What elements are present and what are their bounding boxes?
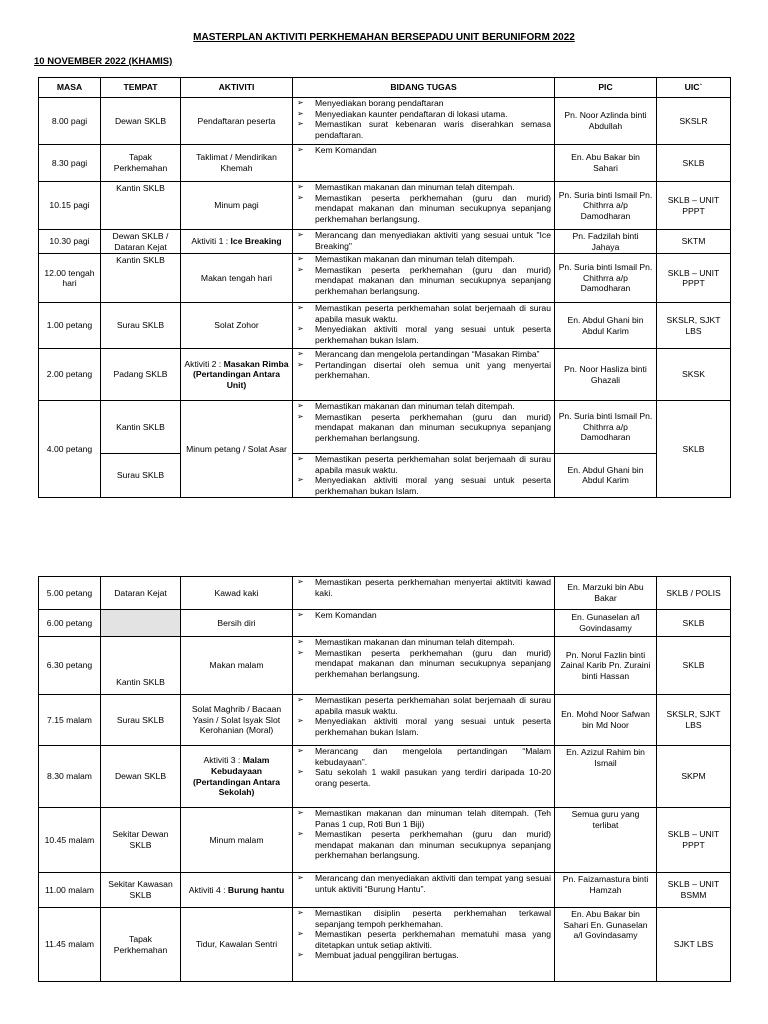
- pic-cell: Pn. Suria binti Ismail Pn. Chithrra a/p Damodharan: [555, 254, 657, 303]
- tugas-item: ➢ Kem Komandan: [295, 145, 551, 156]
- uic-cell: SJKT LBS: [657, 908, 731, 982]
- document-date: 10 NOVEMBER 2022 (KHAMIS): [34, 56, 173, 67]
- header-uic: UIC`: [657, 78, 731, 98]
- tempat-cell-empty: [101, 610, 181, 637]
- aktiviti-prefix: Aktiviti 4 :: [188, 884, 228, 895]
- bidang-tugas-cell: [293, 577, 555, 610]
- pic-cell: Pn. Noor Azlinda binti Abdullah: [555, 98, 657, 145]
- tempat-cell: Dewan SKLB / Dataran Kejat: [101, 230, 181, 254]
- tugas-item: ➢ Merancang dan mengelola pertandingan “Malam kebudayaan”.: [295, 746, 551, 767]
- masa-cell: 6.30 petang: [39, 637, 101, 695]
- aktiviti-cell: Makan malam: [181, 637, 293, 695]
- masa-cell: 10.30 pagi: [39, 230, 101, 254]
- bidang-tugas-cell: [293, 610, 555, 637]
- header-masa: MASA: [39, 78, 101, 98]
- table-row: [39, 349, 731, 401]
- uic-cell: SKTM: [657, 230, 731, 254]
- table-row: [39, 577, 731, 610]
- pic-cell: En. Abdul Ghani bin Abdul Karim: [555, 454, 657, 497]
- uic-cell: SKSK: [657, 349, 731, 401]
- pic-cell: Pn. Norul Fazlin binti Zainal Karib Pn. Zuraini binti Hassan: [555, 637, 657, 695]
- aktiviti-cell: Taklimat / Mendirikan Khemah: [181, 145, 293, 182]
- pic-cell: En. Marzuki bin Abu Bakar: [555, 577, 657, 610]
- masa-cell: 5.00 petang: [39, 577, 101, 610]
- tugas-item: ➢ Memastikan makanan dan minuman telah ditempah. (Teh Panas 1 cup, Roti Bun 1 Biji): [295, 808, 551, 829]
- tugas-item: ➢ Memastikan peserta perkhemahan (guru dan murid) mendapat makanan dan minuman secukupnya sepanjang perkhemahan berlangsung.: [295, 829, 551, 861]
- bidang-tugas-cell: [293, 808, 555, 873]
- tempat-cell: Dewan SKLB: [101, 98, 181, 145]
- tugas-item: ➢ Memastikan peserta perkhemahan (guru dan murid) mendapat makanan dan minuman secukupnya sepanjang perkhemahan berlangsung.: [295, 648, 551, 680]
- uic-cell: SKLB – UNIT BSMM: [657, 873, 731, 908]
- table-row: [39, 254, 731, 303]
- tugas-item: ➢ Memastikan disiplin peserta perkhemahan terkawal sepanjang tempoh perkhemahan.: [295, 908, 551, 929]
- table-row: [39, 182, 731, 230]
- tugas-item: ➢ Memastikan peserta perkhemahan (guru dan murid) mendapat makanan dan minuman secukupnya sepanjang perkhemahan berlangsung.: [295, 412, 551, 444]
- bidang-tugas-cell: [293, 908, 555, 982]
- aktiviti-cell: Minum pagi: [181, 182, 293, 230]
- pic-cell: Pn. Noor Hasliza binti Ghazali: [555, 349, 657, 401]
- masa-cell: 11.00 malam: [39, 873, 101, 908]
- pic-cell: En. Mohd Noor Safwan bin Md Noor: [555, 695, 657, 746]
- uic-cell: SKSLR: [657, 98, 731, 145]
- bidang-tugas-cell: [293, 746, 555, 808]
- uic-cell: SKLB: [657, 145, 731, 182]
- tugas-item: ➢ Satu sekolah 1 wakil pasukan yang terdiri daripada 10-20 orang peserta.: [295, 767, 551, 788]
- pic-cell: En. Abu Bakar bin Sahari: [555, 145, 657, 182]
- bidang-tugas-cell: [293, 98, 555, 145]
- tugas-item: ➢ Memastikan peserta perkhemahan solat berjemaah di surau apabila masuk waktu.: [295, 695, 551, 716]
- header-aktiviti: AKTIVITI: [181, 78, 293, 98]
- pic-cell: Pn. Suria binti Ismail Pn. Chithrra a/p Damodharan: [555, 182, 657, 230]
- pic-cell: En. Abu Bakar bin Sahari En. Gunaselan a/l Govindasamy: [555, 908, 657, 982]
- aktiviti-name: Ice Breaking: [230, 236, 282, 247]
- bidang-tugas-cell: [293, 695, 555, 746]
- uic-cell: SKLB: [657, 610, 731, 637]
- uic-cell: SKLB / POLIS: [657, 577, 731, 610]
- bidang-tugas-cell: [293, 349, 555, 401]
- table-row: [39, 610, 731, 637]
- tugas-item: ➢ Memastikan peserta perkhemahan solat berjemaah di surau apabila masuk waktu.: [295, 454, 551, 475]
- tempat-cell: Kantin SKLB: [101, 182, 181, 230]
- table-row: [39, 98, 731, 145]
- aktiviti-cell: Solat Zohor: [181, 303, 293, 349]
- bidang-tugas-cell: [293, 182, 555, 230]
- tugas-item: ➢ Menyediakan aktiviti moral yang sesuai untuk peserta perkhemahan bukan Islam.: [295, 475, 551, 496]
- masa-cell: 11.45 malam: [39, 908, 101, 982]
- pic-cell: Pn. Faizamastura binti Hamzah: [555, 873, 657, 908]
- masa-cell: 7.15 malam: [39, 695, 101, 746]
- pic-cell: En. Abdul Ghani bin Abdul Karim: [555, 303, 657, 349]
- masa-cell: 8.30 malam: [39, 746, 101, 808]
- tempat-cell: Tapak Perkhemahan: [101, 145, 181, 182]
- pic-cell: En. Gunaselan a/l Govindasamy: [555, 610, 657, 637]
- aktiviti-prefix: Aktiviti 1 :: [191, 236, 231, 247]
- pic-cell: Pn. Fadzilah binti Jahaya: [555, 230, 657, 254]
- aktiviti-cell: [181, 230, 293, 254]
- tugas-item: ➢ Memastikan peserta perkhemahan mematuhi masa yang ditetapkan untuk setiap aktiviti.: [295, 929, 551, 950]
- aktiviti-name: Malam Kebudayaan (Pertandingan Antara Sekolah): [192, 755, 281, 798]
- tugas-item: ➢ Menyediakan borang pendaftaran: [295, 98, 551, 109]
- tugas-item: ➢ Memastikan makanan dan minuman telah ditempah.: [295, 637, 551, 648]
- tugas-item: ➢ Menyediakan aktiviti moral yang sesuai untuk peserta perkhemahan bukan Islam.: [295, 716, 551, 737]
- masa-cell: 10.15 pagi: [39, 182, 101, 230]
- tugas-item: ➢ Membuat jadual penggiliran bertugas.: [295, 950, 551, 961]
- masa-cell: 1.00 petang: [39, 303, 101, 349]
- masa-cell: 12.00 tengah hari: [39, 254, 101, 303]
- tugas-item: ➢ Menyediakan kaunter pendaftaran di lokasi utama.: [295, 109, 551, 120]
- tugas-item: ➢ Memastikan peserta perkhemahan (guru dan murid) mendapat makanan dan minuman secukupnya sepanjang perkhemahan berlangsung.: [295, 265, 551, 297]
- uic-cell: SKLB – UNIT PPPT: [657, 254, 731, 303]
- uic-cell: SKLB: [657, 637, 731, 695]
- tempat-cell: Dewan SKLB: [101, 746, 181, 808]
- table-row: [39, 873, 731, 908]
- aktiviti-cell: Pendaftaran peserta: [181, 98, 293, 145]
- pic-cell: Pn. Suria binti Ismail Pn. Chithrra a/p Damodharan: [555, 401, 657, 454]
- aktiviti-cell: Tidur, Kawalan Sentri: [181, 908, 293, 982]
- aktiviti-cell: [181, 349, 293, 401]
- tugas-item: ➢ Merancang dan menyediakan aktiviti yang sesuai untuk "Ice Breaking": [295, 230, 551, 251]
- table-row: [39, 746, 731, 808]
- bidang-tugas-cell: [293, 401, 555, 454]
- tempat-cell: Surau SKLB: [101, 695, 181, 746]
- table-row: [39, 401, 731, 454]
- aktiviti-cell: Minum malam: [181, 808, 293, 873]
- aktiviti-cell: [181, 746, 293, 808]
- document-title: MASTERPLAN AKTIVITI PERKHEMAHAN BERSEPADU UNIT BERUNIFORM 2022: [193, 32, 575, 43]
- aktiviti-cell: [181, 873, 293, 908]
- table-row: [39, 808, 731, 873]
- masa-cell: 4.00 petang: [39, 401, 101, 497]
- aktiviti-name: Burung hantu: [227, 884, 285, 895]
- aktiviti-cell: Bersih diri: [181, 610, 293, 637]
- uic-cell: SKLB – UNIT PPPT: [657, 182, 731, 230]
- tugas-item: ➢ Merancang dan menyediakan aktiviti dan tempat yang sesuai untuk aktiviti “Burung Hantu”.: [295, 873, 551, 894]
- table-row: [39, 695, 731, 746]
- table-row: [39, 303, 731, 349]
- table-row: [39, 454, 731, 497]
- tugas-item: ➢ Memastikan peserta perkhemahan solat berjemaah di surau apabila masuk waktu.: [295, 303, 551, 324]
- bidang-tugas-cell: [293, 873, 555, 908]
- tempat-cell: Sekitar Kawasan SKLB: [101, 873, 181, 908]
- tempat-cell: Dataran Kejat: [101, 577, 181, 610]
- masa-cell: 2.00 petang: [39, 349, 101, 401]
- tugas-item: ➢ Menyediakan aktiviti moral yang sesuai untuk peserta perkhemahan bukan Islam.: [295, 324, 551, 345]
- uic-cell: SKLB – UNIT PPPT: [657, 808, 731, 873]
- table-header-row: [39, 78, 731, 98]
- tugas-item: ➢ Memastikan makanan dan minuman telah ditempah.: [295, 254, 551, 265]
- aktiviti-name: Masakan Rimba (Pertandingan Antara Unit): [192, 358, 289, 390]
- tempat-cell: Padang SKLB: [101, 349, 181, 401]
- pic-cell: En. Azizul Rahim bin Ismail: [555, 746, 657, 808]
- tempat-cell: Tapak Perkhemahan: [101, 908, 181, 982]
- header-bidang-tugas: BIDANG TUGAS: [293, 78, 555, 98]
- tempat-cell: Kantin SKLB: [101, 254, 181, 303]
- table-row: [39, 908, 731, 982]
- aktiviti-cell: Solat Maghrib / Bacaan Yasin / Solat Isyak Slot Kerohanian (Moral): [181, 695, 293, 746]
- header-tempat: TEMPAT: [101, 78, 181, 98]
- uic-cell: SKSLR, SJKT LBS: [657, 695, 731, 746]
- tugas-item: ➢ Memastikan makanan dan minuman telah ditempah.: [295, 401, 551, 412]
- pic-cell: Semua guru yang terlibat: [555, 808, 657, 873]
- masa-cell: 8.30 pagi: [39, 145, 101, 182]
- tempat-cell: Kantin SKLB: [101, 637, 181, 695]
- tugas-item: ➢ Merancang dan mengelola pertandingan “Masakan Rimba”: [295, 349, 551, 360]
- header-pic: PIC: [555, 78, 657, 98]
- table-row: [39, 637, 731, 695]
- schedule-table-1: [38, 77, 731, 498]
- bidang-tugas-cell: [293, 230, 555, 254]
- tempat-cell: Surau SKLB: [101, 303, 181, 349]
- bidang-tugas-cell: [293, 303, 555, 349]
- tempat-cell: Kantin SKLB: [101, 401, 181, 454]
- uic-cell: SKPM: [657, 746, 731, 808]
- bidang-tugas-cell: [293, 254, 555, 303]
- uic-cell: SKLB: [657, 401, 731, 497]
- tugas-item: ➢ Memastikan surat kebenaran waris diserahkan semasa pendaftaran.: [295, 119, 551, 140]
- tempat-cell: Sekitar Dewan SKLB: [101, 808, 181, 873]
- masa-cell: 8.00 pagi: [39, 98, 101, 145]
- tempat-cell: Surau SKLB: [101, 454, 181, 497]
- tugas-item: ➢ Memastikan makanan dan minuman telah ditempah.: [295, 182, 551, 193]
- table-row: [39, 230, 731, 254]
- bidang-tugas-cell: [293, 637, 555, 695]
- bidang-tugas-cell: [293, 145, 555, 182]
- tugas-item: ➢ Memastikan peserta perkhemahan menyertai aktitviti kawad kaki.: [295, 577, 551, 598]
- bidang-tugas-cell: [293, 454, 555, 497]
- aktiviti-cell: Makan tengah hari: [181, 254, 293, 303]
- aktiviti-cell: Minum petang / Solat Asar: [181, 401, 293, 497]
- tugas-item: ➢ Pertandingan disertai oleh semua unit yang menyertai perkhemahan.: [295, 360, 551, 381]
- masa-cell: 10.45 malam: [39, 808, 101, 873]
- masa-cell: 6.00 petang: [39, 610, 101, 637]
- tugas-item: ➢ Kem Komandan: [295, 610, 551, 621]
- table-row: [39, 145, 731, 182]
- aktiviti-prefix: Aktiviti 2 :: [184, 358, 224, 369]
- tugas-item: ➢ Memastikan peserta perkhemahan (guru dan murid) mendapat makanan dan minuman secukupnya sepanjang perkhemahan berlangsung.: [295, 193, 551, 225]
- uic-cell: SKSLR, SJKT LBS: [657, 303, 731, 349]
- aktiviti-cell: Kawad kaki: [181, 577, 293, 610]
- schedule-table-2: [38, 576, 731, 982]
- aktiviti-prefix: Aktiviti 3 :: [203, 755, 243, 766]
